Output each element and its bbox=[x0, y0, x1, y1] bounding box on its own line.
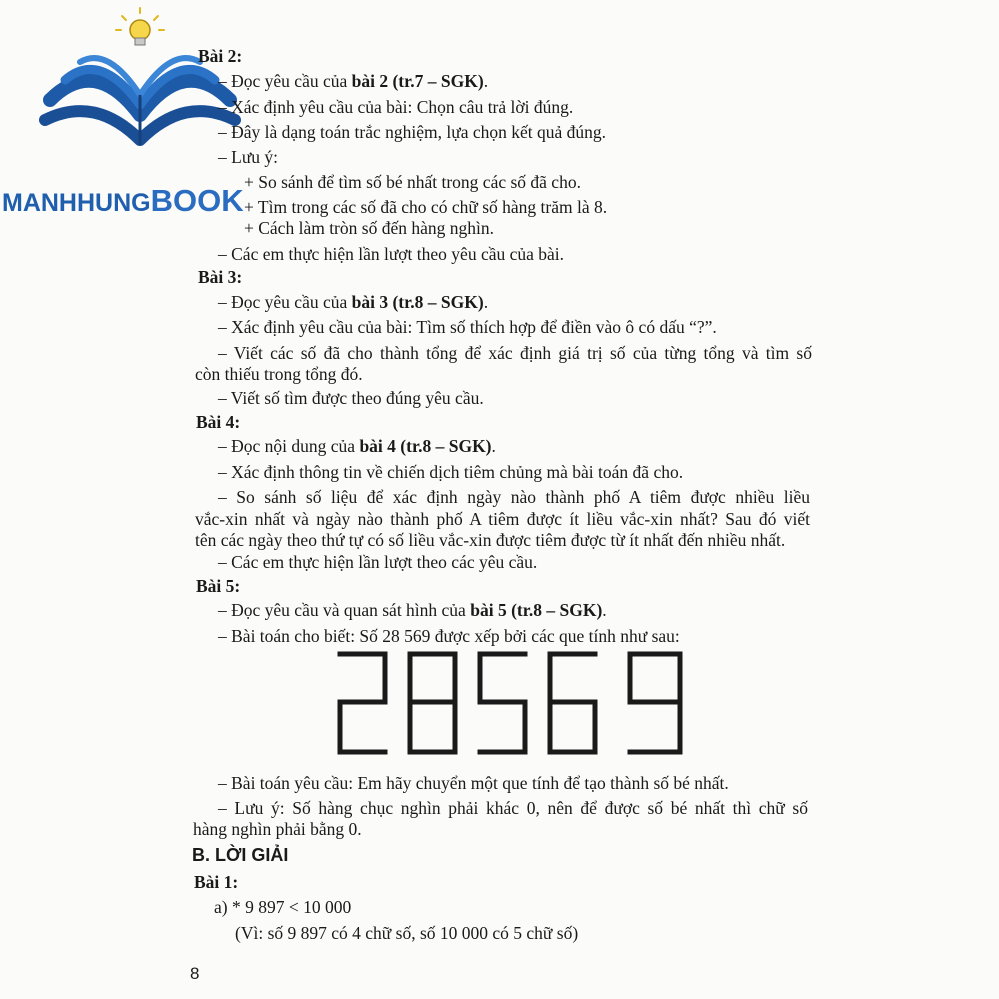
bai4-line-3c: tên các ngày theo thứ tự có số liều vắc-xin được tiêm được từ ít nhất đến nhiều nhất. bbox=[195, 530, 786, 550]
page-number: 8 bbox=[190, 964, 200, 983]
bai2-heading: Bài 2: bbox=[198, 46, 243, 66]
bai3-line-2: – Xác định yêu cầu của bài: Tìm số thích hợp để điền vào ô có dấu “?”. bbox=[218, 317, 717, 337]
section-heading-loi-giai: B. LỜI GIẢI bbox=[192, 845, 289, 865]
bai5-line-3: – Bài toán yêu cầu: Em hãy chuyển một que tính để tạo thành số bé nhất. bbox=[218, 773, 729, 793]
loigiai-bai1-heading: Bài 1: bbox=[194, 872, 239, 892]
loigiai-reason: (Vì: số 9 897 có 4 chữ số, số 10 000 có 5 chữ số) bbox=[235, 923, 579, 943]
bai2-line-7: + Cách làm tròn số đến hàng nghìn. bbox=[244, 218, 494, 238]
bai3-line-3b: còn thiếu trong tổng đó. bbox=[195, 364, 363, 384]
bai2-line-3: – Đây là dạng toán trắc nghiệm, lựa chọn kết quả đúng. bbox=[218, 122, 607, 142]
matchstick-digit-8 bbox=[410, 654, 455, 752]
matchstick-digit-6 bbox=[550, 654, 595, 752]
bai2-line-4: – Lưu ý: bbox=[218, 147, 279, 167]
bai3-line-1: – Đọc yêu cầu của bài 3 (tr.8 – SGK). bbox=[218, 292, 489, 312]
bai4-line-2: – Xác định thông tin về chiến dịch tiêm chủng mà bài toán đã cho. bbox=[218, 462, 684, 482]
loigiai-answer-a: a) * 9 897 < 10 000 bbox=[214, 897, 352, 917]
bai2-line-1: – Đọc yêu cầu của bài 2 (tr.7 – SGK). bbox=[218, 71, 489, 91]
bai3-line-3a: – Viết các số đã cho thành tổng để xác định giá trị số của từng tổng và tìm số bbox=[218, 343, 812, 363]
matchstick-number-figure bbox=[330, 648, 690, 760]
bai5-heading: Bài 5: bbox=[196, 576, 241, 596]
bai2-line-8: – Các em thực hiện lần lượt theo yêu cầu của bài. bbox=[218, 244, 565, 264]
bai4-heading: Bài 4: bbox=[196, 412, 241, 432]
logo-wordmark bbox=[2, 183, 244, 219]
bai5-line-1: – Đọc yêu cầu và quan sát hình của bài 5 (tr.8 – SGK). bbox=[218, 600, 607, 620]
matchstick-digit-5 bbox=[480, 654, 525, 752]
lightbulb-icon bbox=[116, 8, 164, 45]
matchstick-digit-9 bbox=[630, 654, 680, 752]
bai2-line-2: – Xác định yêu cầu của bài: Chọn câu trả lời đúng. bbox=[218, 97, 574, 117]
logo-text-manhhung: MANHHUNG bbox=[2, 189, 151, 217]
bai4-line-3a: – So sánh số liệu để xác định ngày nào thành phố A tiêm được nhiều liều bbox=[218, 487, 810, 507]
logo-text-book: BOOK bbox=[150, 183, 244, 218]
bai5-line-2: – Bài toán cho biết: Số 28 569 được xếp bởi các que tính như sau: bbox=[218, 626, 680, 646]
bai4-line-1: – Đọc nội dung của bài 4 (tr.8 – SGK). bbox=[218, 436, 496, 456]
bai5-line-4a: – Lưu ý: Số hàng chục nghìn phải khác 0, nên để được số bé nhất thì chữ số bbox=[218, 798, 808, 818]
bai4-line-3b: vắc-xin nhất và ngày nào thành phố A tiêm được ít liều vắc-xin nhất? Sau đó viết bbox=[195, 509, 810, 529]
bai4-line-4: – Các em thực hiện lần lượt theo các yêu cầu. bbox=[218, 552, 538, 572]
bai3-line-4: – Viết số tìm được theo đúng yêu cầu. bbox=[218, 388, 484, 408]
bai2-line-6: + Tìm trong các số đã cho có chữ số hàng trăm là 8. bbox=[244, 197, 608, 217]
matchstick-digit-2 bbox=[340, 654, 385, 752]
bai5-line-4b: hàng nghìn phải bằng 0. bbox=[193, 819, 362, 839]
bai3-heading: Bài 3: bbox=[198, 267, 243, 287]
bai2-line-5: + So sánh để tìm số bé nhất trong các số đã cho. bbox=[244, 172, 581, 192]
